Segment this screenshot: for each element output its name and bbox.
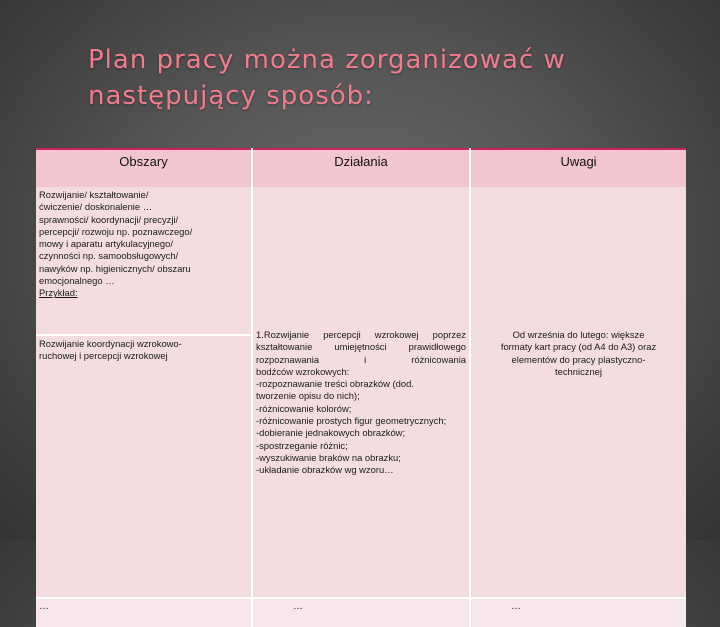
obszary-line: nawyków np. higienicznych/ obszaru [39, 262, 191, 274]
example-line: ruchowej i percepcji wzrokowej [39, 350, 168, 362]
cell-obszary [36, 187, 252, 598]
ellipsis-cell-obszary: … [36, 598, 252, 627]
plan-table-container [36, 148, 686, 612]
obszary-example [36, 334, 251, 363]
obszary-line: sprawności/ koordynacji/ precyzji/ [39, 213, 179, 225]
dzialania-line: -dobieranie jednakowych obrazków; [256, 427, 406, 439]
dzialania-line: -różnicowanie kolorów; [256, 402, 352, 414]
dzialania-line: bodźców wzrokowych: [256, 365, 350, 377]
ellipsis-cell-dzialania: … [252, 598, 470, 627]
plan-table [36, 148, 686, 627]
dzialania-line: tworzenie opisu do nich); [256, 390, 360, 402]
dzialania-line: 1.Rozwijanie percepcji wzrokowej poprzez [256, 329, 466, 340]
dzialania-line: rozpoznawania i różnicowania [256, 353, 466, 365]
obszary-line: percepcji/ rozwoju np. poznawczego/ [39, 225, 193, 237]
obszary-line: emocjonalnego … [39, 275, 115, 287]
obszary-line: Rozwijanie/ kształtowanie/ [39, 189, 149, 200]
uwagi-line: technicznej [555, 365, 602, 377]
obszary-line: czynności np. samoobsługowych/ [39, 250, 179, 262]
slide-title [88, 42, 688, 114]
obszary-line: mowy i aparatu artykulacyjnego/ [39, 238, 173, 250]
ellipsis-cell-uwagi: … [470, 598, 686, 627]
dzialania-line: -rozpoznawanie treści obrazków (dod. [256, 378, 414, 390]
header-obszary: Obszary [36, 149, 252, 187]
uwagi-line: formaty kart pracy (od A4 do A3) oraz [500, 341, 657, 353]
header-dzialania: Działania [252, 149, 470, 187]
slide-title-line-1: Plan pracy można zorganizować w [88, 45, 566, 75]
table-header-row [36, 149, 686, 187]
uwagi-line: Od września do lutego: większe [512, 329, 645, 340]
dzialania-line: -różnicowanie prostych figur geometrycznych; [256, 415, 447, 427]
example-line: Rozwijanie koordynacji wzrokowo- [39, 338, 182, 349]
dzialania-line: kształtowanie umiejętności prawidłowego [256, 341, 466, 353]
uwagi-line: elementów do pracy plastyczno- [511, 353, 646, 365]
obszary-line: ćwiczenie/ doskonalenie … [39, 201, 153, 213]
header-uwagi: Uwagi [470, 149, 686, 187]
slide-title-line-2: następujący sposób: [88, 81, 374, 111]
example-label: Przykład: [39, 287, 78, 299]
dzialania-line: -układanie obrazków wg wzoru… [256, 464, 394, 476]
table-row [36, 187, 686, 598]
table-row [36, 598, 686, 627]
dzialania-line: -wyszukiwanie braków na obrazku; [256, 451, 401, 463]
obszary-description [39, 189, 248, 334]
cell-uwagi [470, 187, 686, 598]
cell-dzialania [252, 187, 470, 598]
dzialania-line: -spostrzeganie różnic; [256, 439, 348, 451]
